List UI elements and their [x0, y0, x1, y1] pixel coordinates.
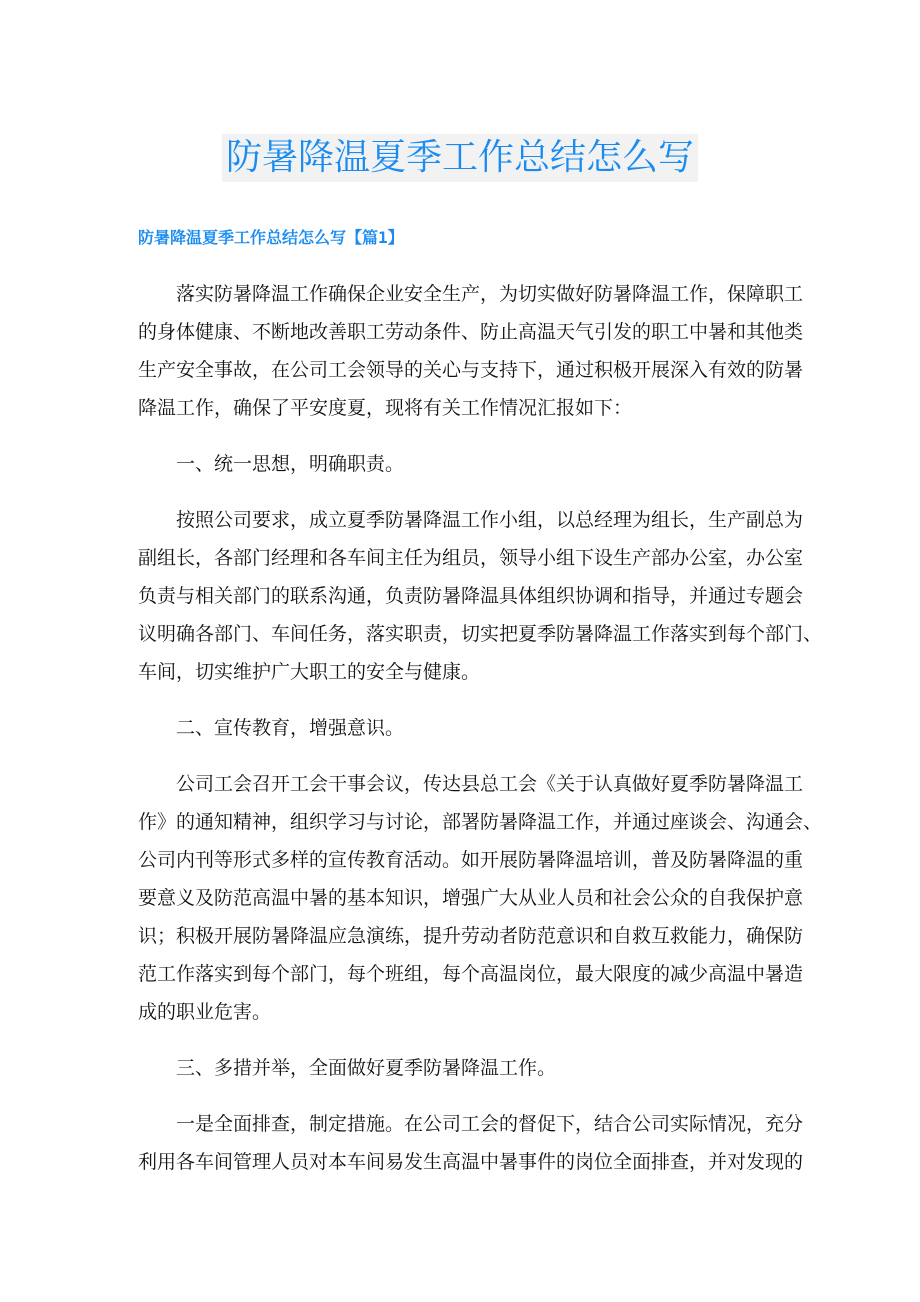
- text-line: 落实防暑降温工作确保企业安全生产，为切实做好防暑降温工作，保障职工: [176, 283, 804, 305]
- text-line: 按照公司要求，成立夏季防暑降温工作小组，以总经理为组长，生产副总为: [176, 509, 804, 531]
- text-line: 作》的通知精神，组织学习与讨论，部署防暑降温工作，并通过座谈会、沟通会、: [138, 811, 823, 833]
- text-line: 车间，切实维护广大职工的安全与健康。: [138, 661, 481, 683]
- document-body: [138, 275, 823, 1199]
- text-line: 一、统一思想，明确职责。: [176, 453, 405, 475]
- text-line: 三、多措并举，全面做好夏季防暑降温工作。: [176, 1057, 557, 1079]
- paragraph: [138, 275, 804, 427]
- text-line: 一是全面排查，制定措施。在公司工会的督促下，结合公司实际情况，充分: [176, 1113, 804, 1135]
- text-line: 要意义及防范高温中暑的基本知识，增强广大从业人员和社会公众的自我保护意: [138, 887, 804, 909]
- section-heading: [138, 1049, 783, 1087]
- text-line: 公司工会召开工会干事会议，传达县总工会《关于认真做好夏季防暑降温工: [176, 773, 804, 795]
- text-line: 议明确各部门、车间任务，落实职责，切实把夏季防暑降温工作落实到每个部门、: [138, 623, 823, 645]
- text-line: 利用各车间管理人员对本车间易发生高温中暑事件的岗位全面排查，并对发现的: [138, 1151, 804, 1173]
- section-subtitle: 防暑降温夏季工作总结怎么写【篇1】: [138, 228, 404, 247]
- document-title-wrap: [0, 134, 920, 182]
- text-line: 的身体健康、不断地改善职工劳动条件、防止高温天气引发的职工中暑和其他类: [138, 321, 804, 343]
- text-line: 降温工作，确保了平安度夏，现将有关工作情况汇报如下：: [138, 397, 633, 419]
- text-line: 负责与相关部门的联系沟通，负责防暑降温具体组织协调和指导，并通过专题会: [138, 585, 804, 607]
- section-heading: [138, 445, 783, 483]
- paragraph: [138, 765, 823, 1031]
- paragraph: [138, 501, 823, 691]
- text-line: 生产安全事故，在公司工会领导的关心与支持下，通过积极开展深入有效的防暑: [138, 359, 804, 381]
- text-line: 成的职业危害。: [138, 1001, 272, 1023]
- paragraph: [138, 1105, 804, 1181]
- section-heading: [138, 709, 783, 747]
- document-title: 防暑降温夏季工作总结怎么写: [222, 134, 698, 182]
- text-line: 公司内刊等形式多样的宣传教育活动。如开展防暑降温培训，普及防暑降温的重: [138, 849, 804, 871]
- text-line: 二、宣传教育，增强意识。: [176, 717, 405, 739]
- text-line: 副组长，各部门经理和各车间主任为组员，领导小组下设生产部办公室，办公室: [138, 547, 804, 569]
- text-line: 识；积极开展防暑降温应急演练，提升劳动者防范意识和自救互救能力，确保防: [138, 925, 804, 947]
- text-line: 范工作落实到每个部门，每个班组，每个高温岗位，最大限度的减少高温中暑造: [138, 963, 804, 985]
